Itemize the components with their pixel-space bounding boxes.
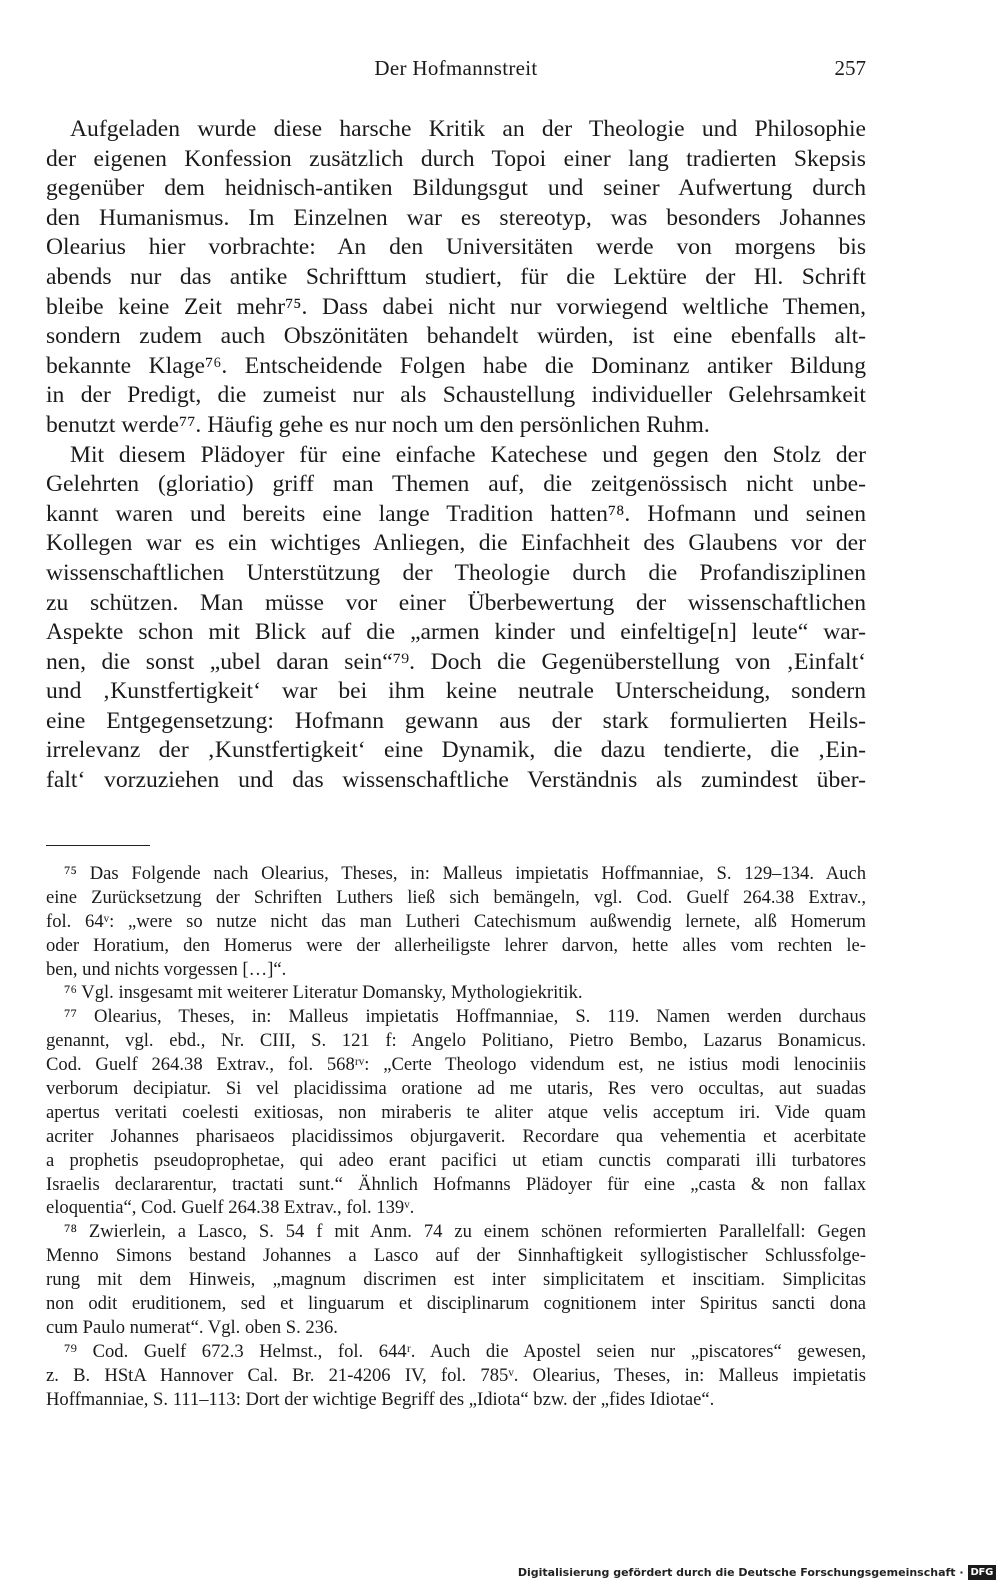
credit-text: Digitalisierung gefördert durch die Deutsche Forschungsgemeinschaft · (517, 1565, 964, 1579)
footnotes (46, 862, 866, 1411)
text-line: falt‘ vorzuziehen und das wissenschaftliche Verständnis als zumindest über- (46, 767, 866, 794)
footnote-line: ⁷⁹ Cod. Guelf 672.3 Helmst., fol. 644ʳ. Auch die Apostel seien nur „piscatores“ gewesen, (64, 1340, 866, 1362)
text-line: in der Predigt, die zumeist nur als Schaustellung individueller Gelehrsamkeit (46, 382, 866, 409)
footnote-line: eloquentia“, Cod. Guelf 264.38 Extrav., fol. 139ᵛ. (46, 1197, 415, 1219)
main-text (46, 115, 866, 796)
footnote-line: Israelis declararentur, tractati sunt.“ Ähnlich Hofmanns Plädoyer für eine „casta & non fallax (46, 1173, 866, 1195)
text-line: Olearius hier vorbrachte: An den Universitäten werde von morgens bis (46, 234, 866, 261)
footnote-line: ⁷⁷ Olearius, Theses, in: Malleus impietatis Hoffmanniae, S. 119. Namen werden durchaus (64, 1006, 866, 1028)
text-line: benutzt werde⁷⁷. Häufig gehe es nur noch um den persönlichen Ruhm. (46, 411, 710, 438)
page-header (46, 56, 866, 90)
footnote-line: verborum decipiatur. Si vel placidissima oratione ad me utaris, Res vero occultas, aut suadas (46, 1078, 866, 1100)
footnote-line: acriter Johannes pharisaeos placidissimos objurgaverit. Recordare qua vehementia et acerbitate (46, 1125, 866, 1147)
footnote-line: apertus veritati coelesti exitiosas, non miraberis te aliter atque velis acceptum iri. Vide quam (46, 1101, 866, 1123)
footnote-line: eine Zurücksetzung der Schriften Luthers ließ sich bemängeln, vgl. Cod. Guelf 264.38 Extrav., (46, 886, 866, 908)
text-line: abends nur das antike Schrifttum studiert, für die Lektüre der Hl. Schrift (46, 263, 866, 290)
footnote-line: ⁷⁵ Das Folgende nach Olearius, Theses, in: Malleus impietatis Hoffmanniae, S. 129–134. Auch (64, 863, 866, 884)
text-line: und ‚Kunstfertigkeit‘ war bei ihm keine neutrale Unterscheidung, sondern (46, 678, 866, 705)
text-line: Aspekte schon mit Blick auf die „armen kinder und einfeltige[n] leute“ war- (46, 619, 866, 646)
text-line: gegenüber dem heidnisch-antiken Bildungsgut und seiner Aufwertung durch (46, 175, 866, 202)
running-head: Der Hofmannstreit (374, 56, 538, 80)
dfg-logo-icon: DFG (968, 1565, 996, 1580)
footnote-separator (46, 845, 150, 846)
footnote-line: Cod. Guelf 264.38 Extrav., fol. 568ʳᵛ: „Certe Theologo videndum est, ne istius modi lenociniis (46, 1054, 866, 1076)
text-line: bleibe keine Zeit mehr⁷⁵. Dass dabei nicht nur vorwiegend weltliche Themen, (46, 293, 866, 320)
footnote-line: Hoffmanniae, S. 111–113: Dort der wichtige Begriff des „Idiota“ bzw. der „fides Idiotae“. (46, 1388, 715, 1410)
footnote-line: genannt, vgl. ebd., Nr. CIII, S. 121 f: Angelo Politiano, Pietro Bembo, Lazarus Bonamicus. (46, 1030, 866, 1052)
footnote-line: cum Paulo numerat“. Vgl. oben S. 236. (46, 1316, 338, 1338)
text-line: kannt waren und bereits eine lange Tradition hatten⁷⁸. Hofmann und seinen (46, 500, 866, 527)
footnote-line: ben, und nichts vorgessen […]“. (46, 958, 287, 980)
text-line: nen, die sonst „ubel daran sein“⁷⁹. Doch die Gegenüberstellung von ‚Einfalt‘ (46, 648, 866, 675)
text-line: sondern zudem auch Obszönitäten behandelt würden, ist eine ebenfalls alt- (46, 323, 866, 350)
text-line: Kollegen war es ein wichtiges Anliegen, die Einfachheit des Glaubens vor der (46, 530, 866, 557)
footnote-line: ⁷⁸ Zwierlein, a Lasco, S. 54 f mit Anm. 74 zu einem schönen reformierten Parallelfall: Gegen (64, 1221, 866, 1243)
page-number: 257 (834, 56, 866, 80)
text-line: Mit diesem Plädoyer für eine einfache Katechese und gegen den Stolz der (70, 441, 866, 468)
text-line: wissenschaftlichen Unterstützung der Theologie durch die Profandisziplinen (46, 559, 866, 586)
footnote-line: z. B. HStA Hannover Cal. Br. 21-4206 IV, fol. 785ᵛ. Olearius, Theses, in: Malleus impietatis (46, 1364, 866, 1386)
footnote-line: rung mit dem Hinweis, „magnum discrimen est inter simplicitatem et inscitiam. Simplicitas (46, 1269, 866, 1291)
footnote-line: non odit eruditionem, sed et linguarum et disciplinarum cognitionem inter Spiritus sancti dona (46, 1293, 866, 1315)
text-line: der eigenen Konfession zusätzlich durch Topoi einer lang tradierten Skepsis (46, 145, 866, 172)
text-line: irrelevanz der ‚Kunstfertigkeit‘ eine Dynamik, die dazu tendierte, die ‚Ein- (46, 737, 866, 764)
text-line: Gelehrten (gloriatio) griff man Themen auf, die zeitgenössisch nicht unbe- (46, 471, 866, 498)
text-line: bekannte Klage⁷⁶. Entscheidende Folgen habe die Dominanz antiker Bildung (46, 352, 866, 379)
footnote-line: oder Horatium, den Homerus were der allerheiligste lehrer darvon, hette alles vom rechten le- (46, 934, 866, 956)
text-line: Aufgeladen wurde diese harsche Kritik an der Theologie und Philosophie (70, 116, 866, 142)
digitization-credit (518, 1562, 996, 1582)
text-line: den Humanismus. Im Einzelnen war es stereotyp, was besonders Johannes (46, 204, 866, 231)
footnote-line: Menno Simons bestand Johannes a Lasco auf der Sinnhaftigkeit syllogistischer Schlussfolge- (46, 1245, 866, 1267)
text-line: zu schützen. Man müsse vor einer Überbewertung der wissenschaftlichen (46, 589, 866, 616)
footnote-line: a prophetis pseudoprophetae, qui adeo erant pacifici ut etiam cunctis comparati illi turbatores (46, 1149, 866, 1171)
footnote-line: fol. 64ᵛ: „were so nutze nicht das man Lutheri Catechismum außwendig lernete, alß Homerum (46, 910, 866, 932)
text-line: eine Entgegensetzung: Hofmann gewann aus der stark formulierten Heils- (46, 707, 866, 734)
footnote-line: ⁷⁶ Vgl. insgesamt mit weiterer Literatur Domansky, Mythologiekritik. (64, 982, 583, 1004)
